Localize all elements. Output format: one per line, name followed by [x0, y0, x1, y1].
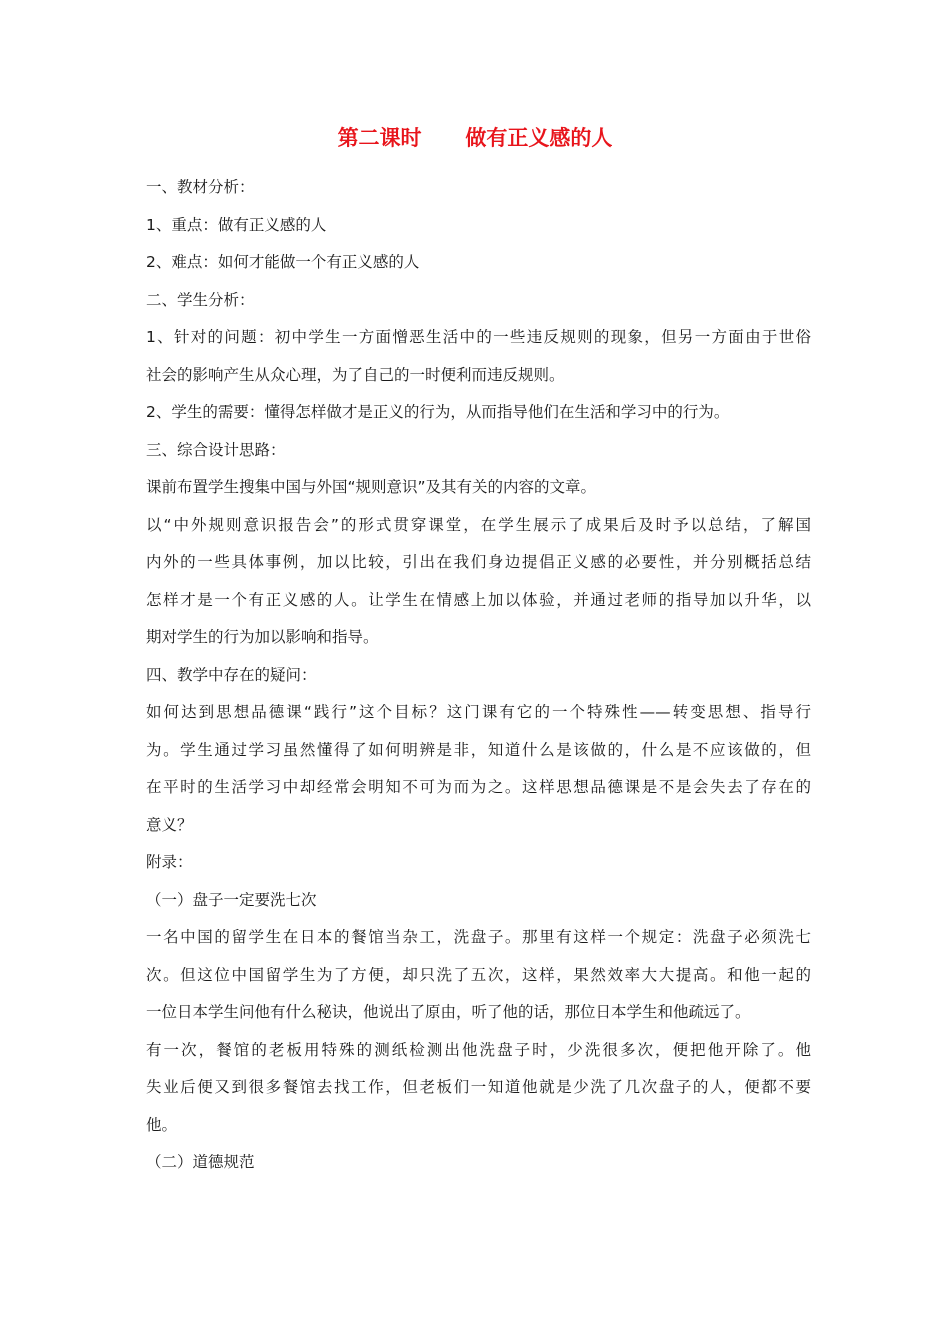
- text-line: （一）盘子一定要洗七次: [146, 890, 317, 909]
- text-line: 课前布置学生搜集中国与外国“规则意识”及其有关的内容的文章。: [146, 478, 597, 496]
- text-line: 2、学生的需要：懂得怎样做才是正义的行为，从而指导他们在生活和学习中的行为。: [146, 403, 730, 421]
- text-line: 附录：: [146, 853, 193, 871]
- text-line: 以“中外规则意识报告会”的形式贯穿课堂，在学生展示了成果后及时予以总结，了解国: [146, 515, 811, 534]
- text-line: 三、综合设计思路：: [146, 440, 286, 459]
- text-line: 失业后便又到很多餐馆去找工作，但老板们一知道他就是少洗了几次盘子的人，便都不要: [146, 1078, 811, 1096]
- text-line: 1、针对的问题：初中学生一方面憎恶生活中的一些违反规则的现象，但另一方面由于世俗: [146, 328, 811, 346]
- text-line: 次。但这位中国留学生为了方便，却只洗了五次，这样，果然效率大大提高。和他一起的: [146, 965, 811, 984]
- text-line: 为。学生通过学习虽然懂得了如何明辨是非，知道什么是该做的，什么是不应该做的，但: [146, 740, 811, 759]
- text-line: 一、教材分析：: [146, 178, 255, 196]
- text-line: 1、重点：做有正义感的人: [146, 215, 327, 234]
- text-line: （二）道德规范: [146, 1153, 255, 1171]
- text-line: 社会的影响产生从众心理，为了自己的一时便利而违反规则。: [146, 365, 565, 384]
- text-line: 2、难点：如何才能做一个有正义感的人: [146, 253, 420, 271]
- text-line: 期对学生的行为加以影响和指导。: [146, 628, 379, 646]
- text-line: 二、学生分析：: [146, 290, 255, 309]
- text-line: 一位日本学生问他有什么秘诀，他说出了原由，听了他的话，那位日本学生和他疏远了。: [146, 1003, 751, 1021]
- document-body: [146, 174, 811, 1187]
- text-line: 一名中国的留学生在日本的餐馆当杂工，洗盘子。那里有这样一个规定：洗盘子必须洗七: [146, 928, 811, 946]
- text-line: 内外的一些具体事例，加以比较，引出在我们身边提倡正义感的必要性，并分别概括总结: [146, 553, 811, 571]
- text-line: 在平时的生活学习中却经常会明知不可为而为之。这样思想品德课是不是会失去了存在的: [146, 778, 811, 796]
- text-line: 如何达到思想品德课“践行”这个目标？这门课有它的一个特殊性——转变思想、指导行: [146, 703, 811, 721]
- text-line: 他。: [146, 1115, 178, 1134]
- text-line: 意义？: [146, 815, 193, 834]
- text-line: 有一次，餐馆的老板用特殊的测纸检测出他洗盘子时，少洗很多次，便把他开除了。他: [146, 1040, 811, 1059]
- text-line: 怎样才是一个有正义感的人。让学生在情感上加以体验，并通过老师的指导加以升华，以: [146, 590, 811, 609]
- text-line: 四、教学中存在的疑问：: [146, 665, 317, 684]
- page-title: 第二课时 做有正义感的人: [337, 126, 613, 150]
